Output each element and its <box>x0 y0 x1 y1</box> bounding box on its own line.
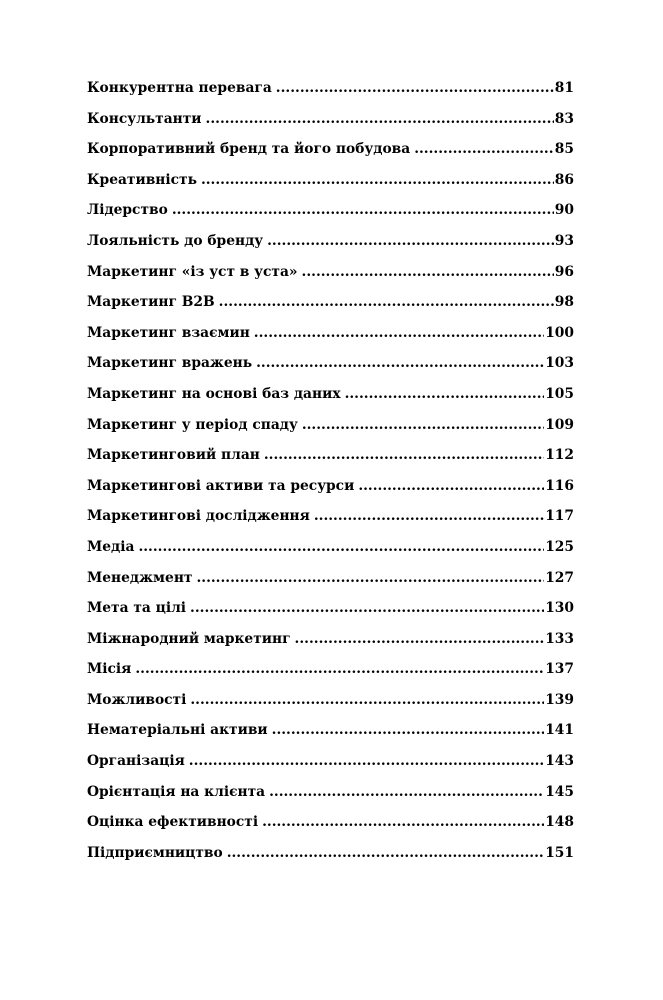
toc-entry <box>87 814 574 845</box>
toc-entry-title: Креативність <box>87 171 197 188</box>
dot-leader <box>272 722 545 738</box>
dot-leader <box>196 570 544 586</box>
toc-entry <box>87 661 574 692</box>
toc-entry <box>87 845 574 876</box>
toc-entry-page-number: 100 <box>545 324 574 341</box>
dot-leader <box>302 264 554 280</box>
dot-leader <box>227 845 544 861</box>
toc-entry-page-number: 139 <box>545 691 574 708</box>
toc-entry-page-number: 105 <box>545 385 574 402</box>
toc-entry-title: Маркетингові дослідження <box>87 508 310 525</box>
dot-leader <box>345 386 545 402</box>
toc-entry-page-number: 151 <box>545 844 574 861</box>
dot-leader <box>189 753 544 769</box>
toc-entry-title: Корпоративний бренд та його побудова <box>87 141 411 158</box>
dot-leader <box>295 631 545 647</box>
toc-entry <box>87 478 574 509</box>
toc-entry-page-number: 90 <box>554 202 574 219</box>
toc-entry <box>87 172 574 203</box>
toc-entry <box>87 570 574 601</box>
dot-leader <box>414 141 554 157</box>
dot-leader <box>256 355 544 371</box>
toc-entry-title: Підприємництво <box>87 844 223 861</box>
toc-entry-page-number: 93 <box>554 232 574 249</box>
dot-leader <box>219 294 554 310</box>
toc-entry-page-number: 137 <box>545 661 574 678</box>
toc-entry <box>87 600 574 631</box>
toc-entry-title: Лідерство <box>87 202 168 219</box>
dot-leader <box>358 478 544 494</box>
toc-entry-title: Можливості <box>87 691 187 708</box>
toc-entry-page-number: 98 <box>554 294 574 311</box>
toc-entry-page-number: 133 <box>545 630 574 647</box>
toc-entry-page-number: 103 <box>545 355 574 372</box>
dot-leader <box>276 80 554 96</box>
dot-leader <box>206 111 554 127</box>
toc-entry-page-number: 86 <box>554 171 574 188</box>
toc-entry-title: Медіа <box>87 538 135 555</box>
toc-entry-title: Маркетинг взаємин <box>87 324 250 341</box>
toc-entry-page-number: 148 <box>545 814 574 831</box>
dot-leader <box>264 447 544 463</box>
toc-entry <box>87 753 574 784</box>
toc-entry <box>87 539 574 570</box>
toc-entry-title: Мета та цілі <box>87 600 187 617</box>
dot-leader <box>269 784 544 800</box>
dot-leader <box>190 692 544 708</box>
toc-entry-page-number: 116 <box>545 477 574 494</box>
toc-entry <box>87 784 574 815</box>
toc-entry <box>87 325 574 356</box>
toc-entry-title: Менеджмент <box>87 569 193 586</box>
toc-entry <box>87 141 574 172</box>
toc-entry-page-number: 143 <box>545 753 574 770</box>
toc-entry-title: Орієнтація на клієнта <box>87 783 266 800</box>
toc-entry <box>87 692 574 723</box>
dot-leader <box>267 233 554 249</box>
dot-leader <box>262 814 544 830</box>
toc-entry-page-number: 96 <box>554 263 574 280</box>
toc-entry-page-number: 117 <box>545 508 574 525</box>
toc-entry-title: Маркетинг вражень <box>87 355 253 372</box>
toc-entry <box>87 722 574 753</box>
toc-entry-title: Маркетинг на основі баз даних <box>87 385 341 402</box>
toc-entry <box>87 447 574 478</box>
toc-entry <box>87 386 574 417</box>
toc-entry <box>87 111 574 142</box>
dot-leader <box>190 600 544 616</box>
toc-entry-title: Конкурентна перевага <box>87 80 272 96</box>
toc-entry-title: Маркетинговий план <box>87 447 260 464</box>
dot-leader <box>302 417 544 433</box>
toc-entry-title: Консультанти <box>87 110 202 127</box>
toc-entry-page-number: 125 <box>545 538 574 555</box>
toc-entry-page-number: 85 <box>554 141 574 158</box>
toc-entry <box>87 233 574 264</box>
toc-entry-title: Місія <box>87 661 132 678</box>
toc-entry-page-number: 141 <box>545 722 574 739</box>
toc-entry-title: Маркетинг B2B <box>87 294 215 311</box>
dot-leader <box>172 202 554 218</box>
dot-leader <box>138 539 544 555</box>
toc-entry-page-number: 127 <box>545 569 574 586</box>
toc-entry <box>87 294 574 325</box>
table-of-contents <box>87 80 574 875</box>
toc-entry-page-number: 83 <box>554 110 574 127</box>
toc-entry <box>87 355 574 386</box>
toc-entry-title: Організація <box>87 753 185 770</box>
toc-entry-title: Маркетинг «із уст в уста» <box>87 263 298 280</box>
dot-leader <box>254 325 544 341</box>
toc-entry <box>87 202 574 233</box>
toc-entry-title: Міжнародний маркетинг <box>87 630 291 647</box>
toc-entry <box>87 417 574 448</box>
toc-entry-page-number: 145 <box>545 783 574 800</box>
toc-entry <box>87 80 574 111</box>
toc-entry-title: Оцінка ефективності <box>87 814 259 831</box>
dot-leader <box>135 661 544 677</box>
toc-entry-page-number: 81 <box>554 80 574 96</box>
toc-entry-title: Маркетинг у період спаду <box>87 416 298 433</box>
toc-entry-page-number: 130 <box>545 600 574 617</box>
toc-entry-page-number: 112 <box>545 447 574 464</box>
toc-entry <box>87 631 574 662</box>
toc-entry <box>87 508 574 539</box>
toc-entry <box>87 264 574 295</box>
dot-leader <box>314 508 544 524</box>
toc-entry-title: Маркетингові активи та ресурси <box>87 477 355 494</box>
toc-entry-title: Нематеріальні активи <box>87 722 268 739</box>
toc-entry-title: Лояльність до бренду <box>87 232 264 249</box>
dot-leader <box>201 172 554 188</box>
toc-entry-page-number: 109 <box>545 416 574 433</box>
